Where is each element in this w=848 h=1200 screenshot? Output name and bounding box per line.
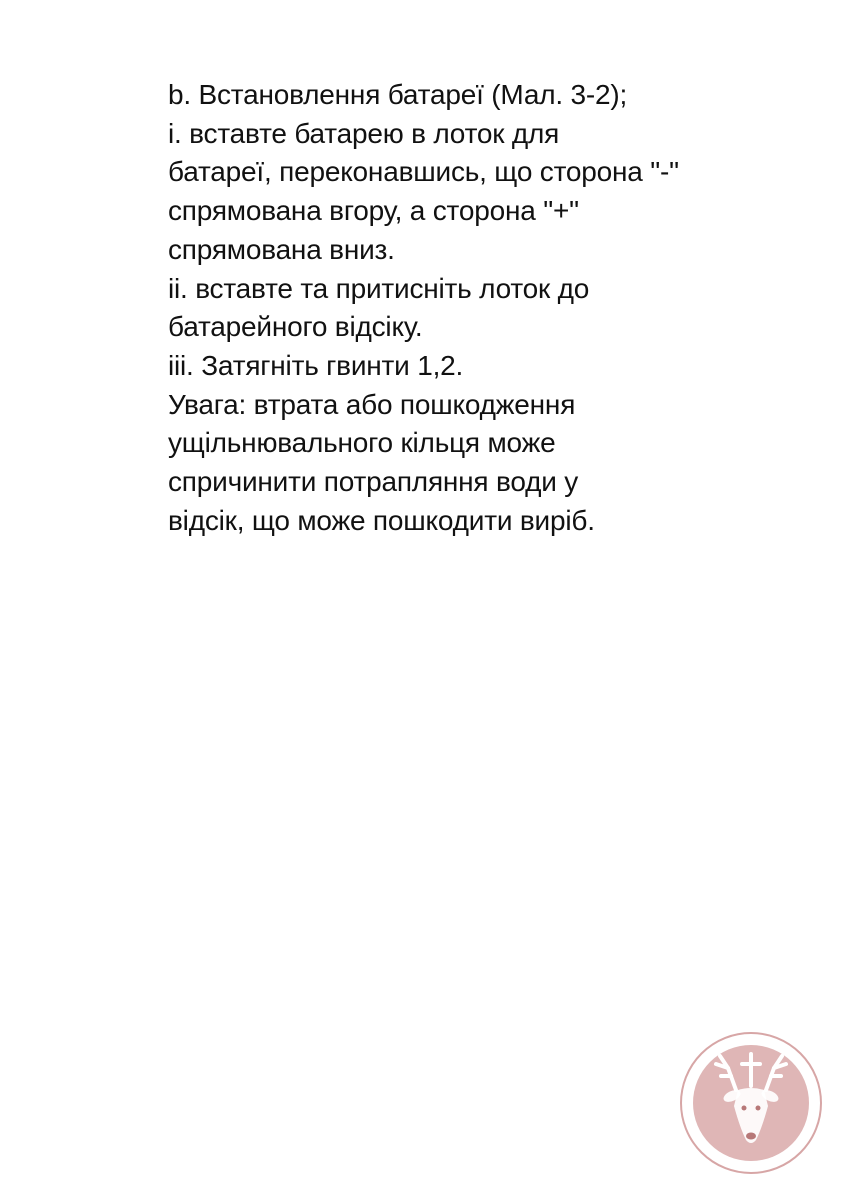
instruction-text	[168, 76, 788, 540]
step-ii-line: батарейного відсіку.	[168, 311, 423, 343]
warning-line: ущільнювального кільця може	[168, 427, 556, 459]
warning-line: спричинити потрапляння води у	[168, 466, 579, 498]
step-i-line: спрямована вниз.	[168, 233, 395, 265]
step-heading: b. Встановлення батареї (Мал. 3-2);	[168, 79, 628, 110]
warning-line: Увага: втрата або пошкодження	[168, 388, 576, 420]
warning-line: відсік, що може пошкодити виріб.	[168, 504, 595, 536]
deer-cross-seal-icon	[676, 1028, 826, 1178]
step-iii-line: iii. Затягніть гвинти 1,2.	[168, 349, 464, 381]
step-i-line: спрямована вгору, а сторона "+"	[168, 195, 579, 227]
step-ii-line: ii. вставте та притисніть лоток до	[168, 272, 590, 304]
step-i-line: i. вставте батарею в лоток для	[168, 117, 560, 149]
step-i-line: батареї, переконавшись, що сторона "-"	[168, 156, 679, 188]
